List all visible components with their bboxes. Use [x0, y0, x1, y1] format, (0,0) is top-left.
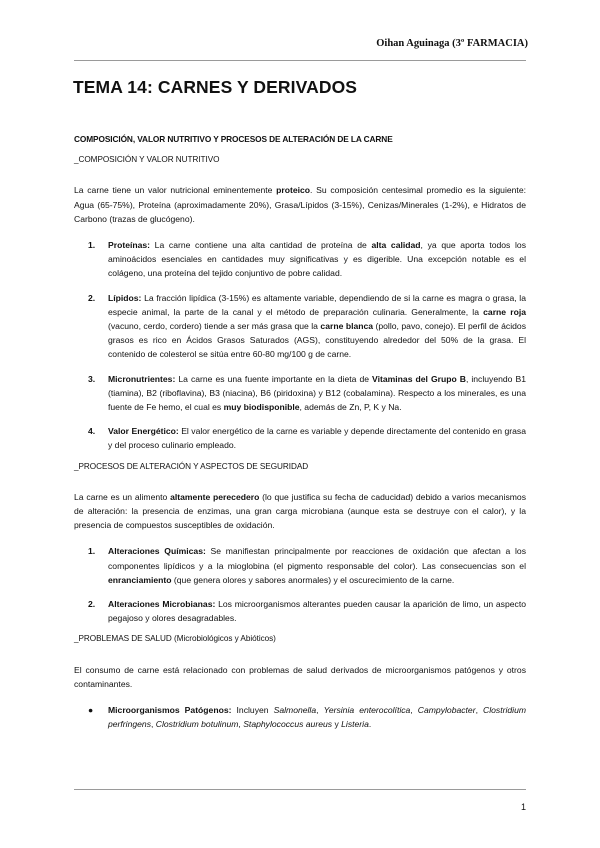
heading-salud: _PROBLEMAS DE SALUD (Microbiológicos y Abióticos) [74, 634, 276, 644]
header-rule [74, 60, 526, 61]
list-salud [74, 703, 526, 731]
section-title: COMPOSICIÓN, VALOR NUTRITIVO Y PROCESOS DE ALTERACIÓN DE LA CARNE [74, 134, 393, 144]
list-composicion [74, 238, 526, 453]
list-alteracion [74, 544, 526, 625]
document-body [74, 132, 526, 732]
heading-composicion: _COMPOSICIÓN Y VALOR NUTRITIVO [74, 155, 220, 165]
bullet-icon: ● [88, 705, 94, 716]
paragraph-salud-intro: El consumo de carne está relacionado con problemas de salud derivados de microorganismos patógenos y otros contaminantes. [74, 664, 526, 689]
page-number: 1 [520, 802, 526, 812]
list-item: 2. Lípidos: La fracción lipídica (3-15%) es altamente variable, dependiendo de si la carne es magra o grasa, la especie animal, la parte de la canal y el método de preparación culinaria. Generalmente, la carne roja (vacuno, cerdo, cordero) tiende a ser más grasa que la carne blanca (pollo, pavo, conejo). El perfil de ácidos grasos es rico en Ácidos Grasos Saturados (AGS), constituyendo alrededor del 50% de la grasa. El contenido de colesterol se sitúa entre 60-80 mg/100 g de carne. [88, 292, 526, 360]
list-item: 4. Valor Energético: El valor energético de la carne es variable y depende directamente del contenido en grasa y del proceso culinario empleado. [88, 426, 526, 451]
footer-rule [74, 789, 526, 790]
list-item: 1. Alteraciones Químicas: Se manifiestan principalmente por reacciones de oxidación que afectan a los componentes lipídicos y a la mioglobina (el pigmento responsable del color). Las consecuencias son el enranciamiento (que genera olores y sabores anormales) y el oscurecimiento de la carne. [88, 546, 526, 585]
page-title: TEMA 14: CARNES Y DERIVADOS [73, 77, 358, 97]
list-item: 1. Proteínas: La carne contiene una alta cantidad de proteína de alta calidad, ya que aporta todos los aminoácidos esenciales en cantidades muy significativas y es digerible. Una excepción notable es el colágeno, una proteína del tejido conjuntivo de pobre calidad. [88, 240, 526, 279]
heading-alteracion: _PROCESOS DE ALTERACIÓN Y ASPECTOS DE SEGURIDAD [74, 461, 309, 471]
paragraph-alteracion-intro: La carne es un alimento altamente perecedero (lo que justifica su fecha de caducidad) debido a varios mecanismos de alteración: la presencia de enzimas, una gran carga microbiana (aunque esta se destruye con el calor), y la presencia de compuestos susceptibles de oxidación. [74, 491, 526, 531]
paragraph-composicion-intro: La carne tiene un valor nutricional eminentemente proteico. Su composición centesimal promedio es la siguiente: Agua (65-75%), Proteína (aproximadamente 20%), Grasa/Lípidos (3-15%), Cenizas/Minerales (1-2%), e Hidratos de Carbono (trazas de glucógeno). [74, 185, 526, 224]
list-item: ● Microorganismos Patógenos: Incluyen Salmonella, Yersinia enterocolítica, Campylobacter, Clostridium perfringens, Clostridium botulinum, Staphylococcus aureus y Listeria. [88, 705, 527, 730]
list-item: 3. Micronutrientes: La carne es una fuente importante en la dieta de Vitaminas del Grupo B, incluyendo B1 (tiamina), B2 (riboflavina), B3 (niacina), B6 (piridoxina) y B12 (cobalamina). Respecto a los minerales, es una fuente de Fe hemo, el cual es muy biodisponible, además de Zn, P, K y Na. [88, 373, 526, 413]
list-item: 2. Alteraciones Microbianas: Los microorganismos alterantes pueden causar la aparición de limo, un aspecto pegajoso y olores desagradables. [88, 599, 526, 624]
header-author: Oihan Aguinaga (3º FARMACIA) [376, 38, 528, 49]
